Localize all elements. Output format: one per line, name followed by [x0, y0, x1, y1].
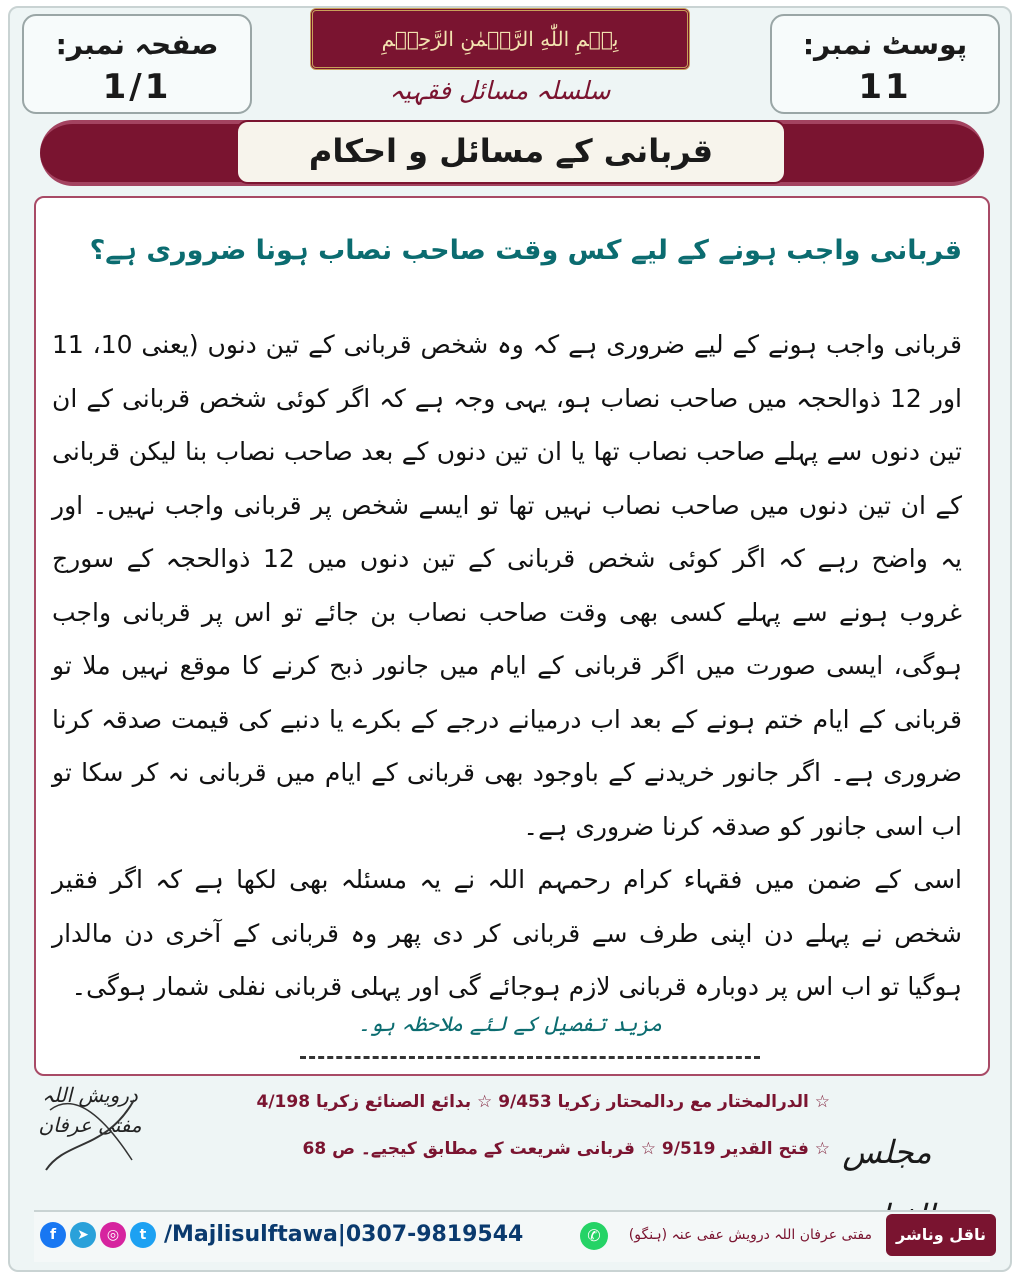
- reference-line-2: ☆ فتح القدیر 9/519 ☆ قربانی شریعت کے مطابق کیجیے۔ ص 68: [302, 1139, 830, 1159]
- darvesh-seal-logo: [36, 1080, 144, 1186]
- more-details-note: مزید تفصیل کے لئے ملاحظہ ہو۔: [357, 1012, 663, 1036]
- answer-paragraph-1: قربانی واجب ہونے کے لیے ضروری ہے کہ وہ شخص قربانی کے تین دنوں (یعنی 10، 11 اور 12 ذوالحجہ میں صاحب نصاب ہو، یہی وجہ ہے کہ اگر کوئی شخص قربانی کے ان تین دنوں سے پہلے صاحب نصاب تھا یا ان تین دنوں کے بعد صاحب نصاب بنا لیکن قربانی کے ان تین دنوں میں صاحب نصاب نہیں تھا تو ایسے شخص پر قربانی واجب نہیں۔ اور یہ واضح رہے کہ اگر کوئی شخص قربانی کے تین دنوں میں 12 ذوالحجہ کے سورج غروب ہونے سے پہلے کسی بھی وقت صاحب نصاب بن جائے تو اس پر قربانی واجب ہوگی، ایسی صورت میں اگر قربانی کے ایام میں جانور ذبح کرنے کا موقع نہیں ملا تو قربانی کے ایام ختم ہونے کے بعد اب درمیانے درجے کے بکرے یا دنبے کی قیمت صدقہ کرنا ضروری ہے۔ اگر جانور خریدنے کے باوجود بھی قربانی کے ایام میں قربانی نہ کر سکا تو اب اسی جانور کو صدقہ کرنا ضروری ہے۔: [52, 330, 962, 841]
- dashed-divider: [300, 1056, 760, 1059]
- post-number-value: 11: [858, 67, 912, 107]
- majlis-logo: مجلس: [842, 1133, 932, 1171]
- page-number-box: [22, 14, 252, 114]
- telegram-icon[interactable]: ➤: [70, 1222, 96, 1248]
- post-number-label: پوسٹ نمبر:: [802, 28, 968, 61]
- post-number-box: [770, 14, 1000, 114]
- whatsapp-icon[interactable]: ✆: [580, 1222, 608, 1250]
- facebook-icon[interactable]: f: [40, 1222, 66, 1248]
- page-title: قربانی کے مسائل و احکام: [236, 120, 786, 184]
- series-title: سلسلہ مسائل فقہیہ: [389, 76, 611, 105]
- page-number-value: 1/1: [102, 67, 172, 107]
- basmala-banner: [310, 8, 690, 70]
- basmala-text: بِسۡمِ اللّٰهِ الرَّحۡمٰنِ الرَّحِيۡمِ: [381, 27, 619, 51]
- answer-paragraph-2: اسی کے ضمن میں فقہاء کرام رحمہم اللہ نے یہ مسئلہ بھی لکھا ہے کہ اگر فقیر شخص نے پہلے دن اپنی طرف سے قربانی کر دی پھر وہ قربانی کے آخری دن مالدار ہوگیا تو اب اس پر دوبارہ قربانی لازم ہوجائے گی اور پہلی قربانی نفلی شمار ہوگی۔: [52, 865, 962, 1001]
- twitter-icon[interactable]: t: [130, 1222, 156, 1248]
- author-credit: مفتی عرفان اللہ درویش عفی عنہ (ہنگو): [628, 1227, 872, 1243]
- seal-flourish-icon: [36, 1080, 144, 1186]
- instagram-icon[interactable]: ◎: [100, 1222, 126, 1248]
- page-number-label: صفحہ نمبر:: [55, 28, 219, 61]
- publisher-label: ناقل وناشر: [886, 1214, 996, 1256]
- question-heading: قربانی واجب ہونے کے لیے کس وقت صاحب نصاب ہونا ضروری ہے؟: [89, 235, 962, 266]
- seal-text: درویش اللہ مفتی عرفان: [38, 1083, 142, 1137]
- answer-body: [52, 318, 962, 1014]
- reference-line-1: ☆ الدرالمختار مع ردالمحتار زکریا 9/453 ☆ بدائع الصنائع زکریا 4/198: [256, 1092, 830, 1112]
- contact-handle[interactable]: /Majlisulftawa|0307-9819544: [164, 1222, 524, 1247]
